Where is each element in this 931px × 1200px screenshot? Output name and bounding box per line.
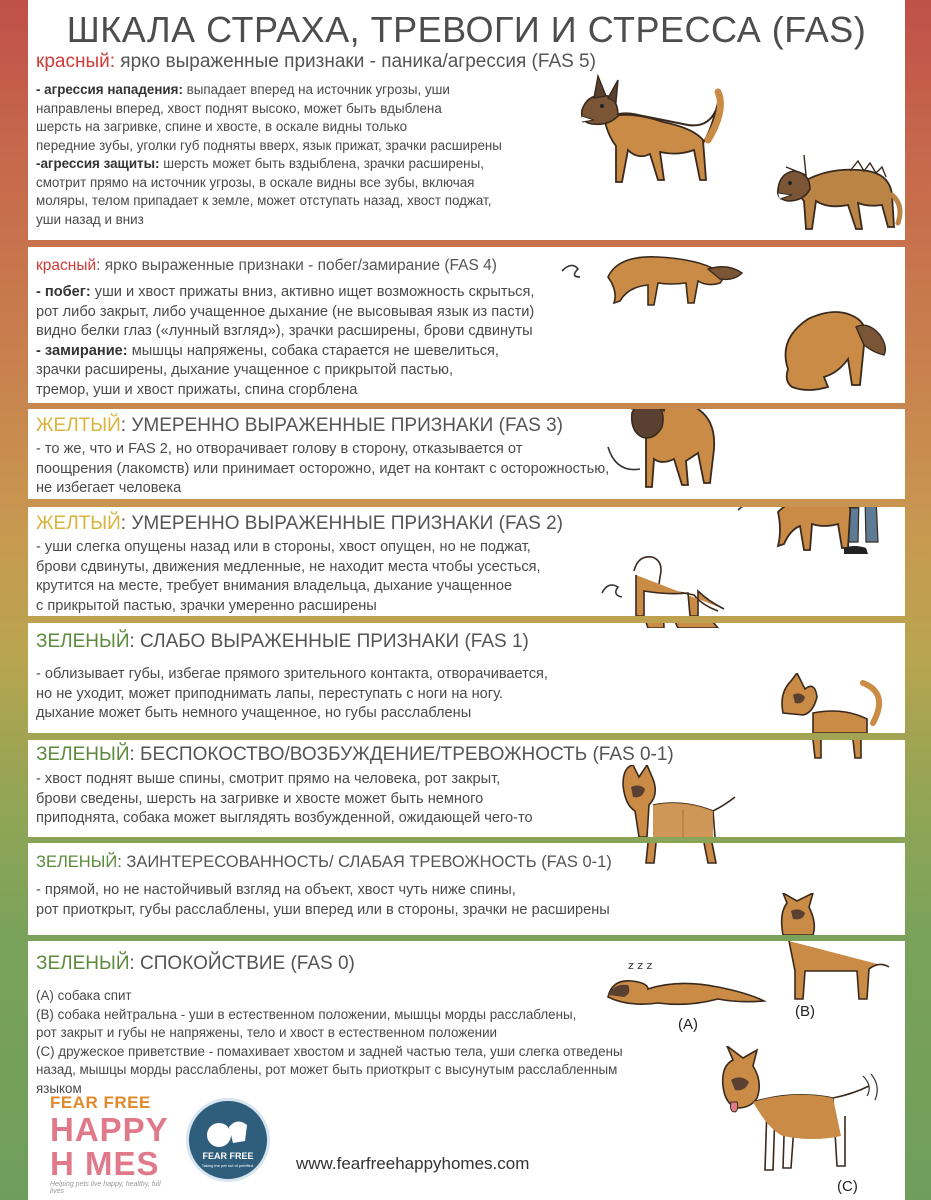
level-heading-text: : СЛАБО ВЫРАЖЕННЫЕ ПРИЗНАКИ (FAS 1): [129, 631, 529, 652]
level-description: [36, 538, 541, 616]
dog-flight-illustration: [558, 247, 748, 307]
website-url: www.fearfreehappyhomes.com: [296, 1154, 530, 1173]
desc-line: дыхание может быть немного учащенное, но губы расслаблены: [36, 705, 472, 721]
desc-line: (В) собака нейтральна - уши в естественном положении, мышцы морды расслаблены,: [36, 1006, 577, 1022]
level-heading-text: : УМЕРЕННО ВЫРАЖЕННЫЕ ПРИЗНАКИ (FAS 2): [120, 513, 564, 534]
level-heading-text: : ярко выраженные признаки - побег/замирание (FAS 4): [96, 257, 497, 274]
level-description: [36, 665, 548, 724]
panel-fas0: [28, 941, 905, 1200]
dog-fas0-greeting-illustration: [713, 1046, 883, 1196]
desc-line: моляры, телом припадает к земле, может отступать назад, хвост поджат,: [36, 193, 492, 208]
logo-line-2: HAPPY: [50, 1111, 169, 1148]
level-heading: [36, 255, 497, 277]
desc-line: поощрения (лакомств) или принимает осторожно, идет на контакт с осторожностью,: [36, 460, 610, 477]
level-color-word: красный:: [36, 51, 115, 72]
desc-line: крутится на месте, требует внимания владельца, дыхание учащенное: [36, 578, 513, 594]
level-color-word: ЗЕЛЕНЫЙ: [36, 953, 130, 974]
panel-fas5: [28, 0, 905, 240]
level-heading: [36, 744, 674, 766]
desc-line: языком: [36, 1080, 82, 1096]
caption-c: (C): [837, 1178, 858, 1195]
panel-fas0-1-arousal: [28, 740, 905, 837]
panel-fas0-1-interest: [28, 843, 905, 935]
desc-line: назад, мышцы морды расслаблены, рот может быть приоткрыт с высунутым расслабленным: [36, 1062, 618, 1077]
level-color-word: ЗЕЛЕНЫЙ: [36, 744, 130, 765]
pet-silhouette-icon: [189, 1105, 267, 1155]
desc-line: смотрит прямо на источник угрозы, в оскале видны все зубы, включая: [36, 174, 475, 190]
panel-fas2: [28, 507, 905, 616]
level-heading: [36, 953, 355, 975]
level-description: [36, 770, 533, 829]
dog-fas2-with-owner-illustration: [728, 507, 898, 562]
desc-line: рот приоткрыт, губы расслаблены, уши вперед или в стороны, зрачки не расширены: [36, 901, 610, 918]
desc-line: - прямой, но не настойчивый взгляд на объект, хвост чуть ниже спины,: [36, 882, 516, 898]
svg-text:z z z: z z z: [628, 959, 653, 972]
level-heading: [36, 631, 529, 653]
dog-fas1-upper-body-illustration: [618, 623, 728, 628]
panel-fas4: [28, 247, 905, 403]
dog-offense-aggression-illustration: [568, 70, 748, 195]
caption-b: (B): [795, 1003, 815, 1020]
desc-line: с прикрытой пастью, зрачки умеренно расширены: [36, 597, 377, 614]
desc-line: - побег: уши и хвост прижаты вниз, активно ищет возможность скрыться,: [36, 284, 535, 300]
logo-line-3: H MES: [50, 1145, 160, 1182]
caption-a: (А): [678, 1016, 698, 1033]
desc-line: (С) дружеское приветствие - помахивает хвостом и задней частью тела, уши слегка отведены: [36, 1043, 623, 1059]
desc-line: но не уходит, может приподнимать лапы, переступать с ноги на ногу.: [36, 685, 503, 702]
desc-line: тремор, уши и хвост прижаты, спина сгорблена: [36, 381, 358, 398]
desc-line: -агрессия защиты: шерсть может быть вздыблена, зрачки расширены,: [36, 156, 484, 171]
level-description: [36, 987, 623, 1098]
level-color-word: красный: [36, 257, 97, 274]
desc-line: - агрессия нападения: выпадает вперед на источник угрозы, уши: [36, 82, 450, 97]
level-color-word: ЖЕЛТЫЙ: [36, 415, 121, 436]
dog-fas0-calm-b-upper-illustration: [773, 893, 893, 935]
level-color-word: ЗЕЛЕНЫЙ: [36, 631, 130, 652]
desc-line: - уши слегка опущены назад или в стороны, хвост опущен, но не поджат,: [36, 539, 531, 555]
level-heading-text: : УМЕРЕННО ВЫРАЖЕННЫЕ ПРИЗНАКИ (FAS 3): [120, 415, 564, 436]
dog-fas0-calm-b-illustration: [773, 941, 893, 1001]
panel-fas3: [28, 409, 905, 499]
dog-freeze-illustration: [768, 299, 893, 399]
dog-fas0-1-arousal-illustration: [613, 765, 743, 837]
desc-line: зрачки расширены, дыхание учащенное с прикрытой пастью,: [36, 362, 454, 378]
dog-fas2-standing-illustration: [598, 551, 738, 616]
level-heading: [36, 513, 563, 535]
logo-tagline: Helping pets live happy, healthy, full lives: [50, 1181, 161, 1195]
desc-line: - замирание: мышцы напряжены, собака старается не шевелиться,: [36, 342, 499, 359]
dog-fas0-sleeping-illustration: [588, 949, 768, 1009]
desc-line: - облизывает губы, избегае прямого зрительного контакта, отворачивается,: [36, 666, 548, 682]
dog-fas3-illustration: [558, 409, 728, 499]
desc-line: передние зубы, уголки губ подняты вверх, язык прижат, зрачки расширены: [36, 137, 502, 153]
level-heading-text: ярко выраженные признаки - паника/агрессия (FAS 5): [115, 51, 596, 72]
desc-line: рот закрыт и губы не напряжены, тело и хвост в естественном положении: [36, 1025, 498, 1040]
desc-line: (А) собака спит: [36, 988, 132, 1003]
desc-line: приподнята, собака может выглядять возбужденной, ожидающей чего-то: [36, 810, 533, 826]
level-description: [36, 283, 534, 400]
desc-line: брови сдвинуты, движения медленные, не находит места чтобы усесться,: [36, 558, 541, 575]
desc-line: не избегает человека: [36, 480, 182, 496]
desc-line: видно белки глаз («лунный взгляд»), зрачки расширены, брови сдвинуты: [36, 323, 533, 339]
desc-line: уши назад и вниз: [36, 211, 144, 227]
fear-free-happy-homes-logo: [50, 1093, 175, 1195]
level-heading: [36, 851, 612, 873]
desc-line: направлены вперед, хвост поднят высоко, может быть вдыблена: [36, 100, 442, 116]
logo-line-1: FEAR FREE: [50, 1093, 151, 1112]
desc-line: - то же, что и FAS 2, но отворачивает голову в сторону, отказывается от: [36, 441, 523, 457]
level-heading-text: : БЕСПОКОСТВО/ВОЗБУЖДЕНИЕ/ТРЕВОЖНОСТЬ (FAS 0-1): [129, 744, 674, 765]
dog-fas1-lower-body-illustration: [763, 740, 893, 760]
level-description: [36, 881, 610, 920]
level-heading: [36, 415, 563, 437]
level-heading: [36, 51, 596, 73]
level-description: [36, 81, 502, 229]
dog-fas0-1-lower-body-illustration: [618, 843, 748, 865]
level-description: [36, 440, 609, 499]
badge-title: FEAR FREE: [202, 1151, 254, 1161]
fear-free-badge-logo: [186, 1098, 270, 1182]
level-heading-text: : СПОКОЙСТВИЕ (FAS 0): [129, 953, 355, 974]
panel-fas1: [28, 623, 905, 733]
page-title: ШКАЛА СТРАХА, ТРЕВОГИ И СТРЕССА (FAS): [66, 9, 867, 50]
badge-subtitle: Taking the pet out of petrified.: [201, 1163, 255, 1168]
level-heading-text: : ЗАИНТЕРЕСОВАННОСТЬ/ СЛАБАЯ ТРЕВОЖНОСТЬ (FAS 0-1): [117, 853, 612, 871]
desc-line: - хвост поднят выше спины, смотрит прямо на человека, рот закрыт,: [36, 771, 501, 787]
desc-line: брови сведены, шерсть на загривке и хвосте может быть немного: [36, 790, 484, 807]
level-color-word: ЖЕЛТЫЙ: [36, 513, 121, 534]
dog-fas1-illustration: [763, 673, 893, 733]
desc-line: шерсть на загривке, спине и хвосте, в оскале видны только: [36, 119, 408, 134]
dog-defensive-aggression-illustration: [758, 145, 905, 235]
desc-line: рот либо закрыт, либо учащенное дыхание (не высовывая язык из пасти): [36, 303, 535, 320]
level-color-word: ЗЕЛЕНЫЙ: [36, 853, 118, 871]
